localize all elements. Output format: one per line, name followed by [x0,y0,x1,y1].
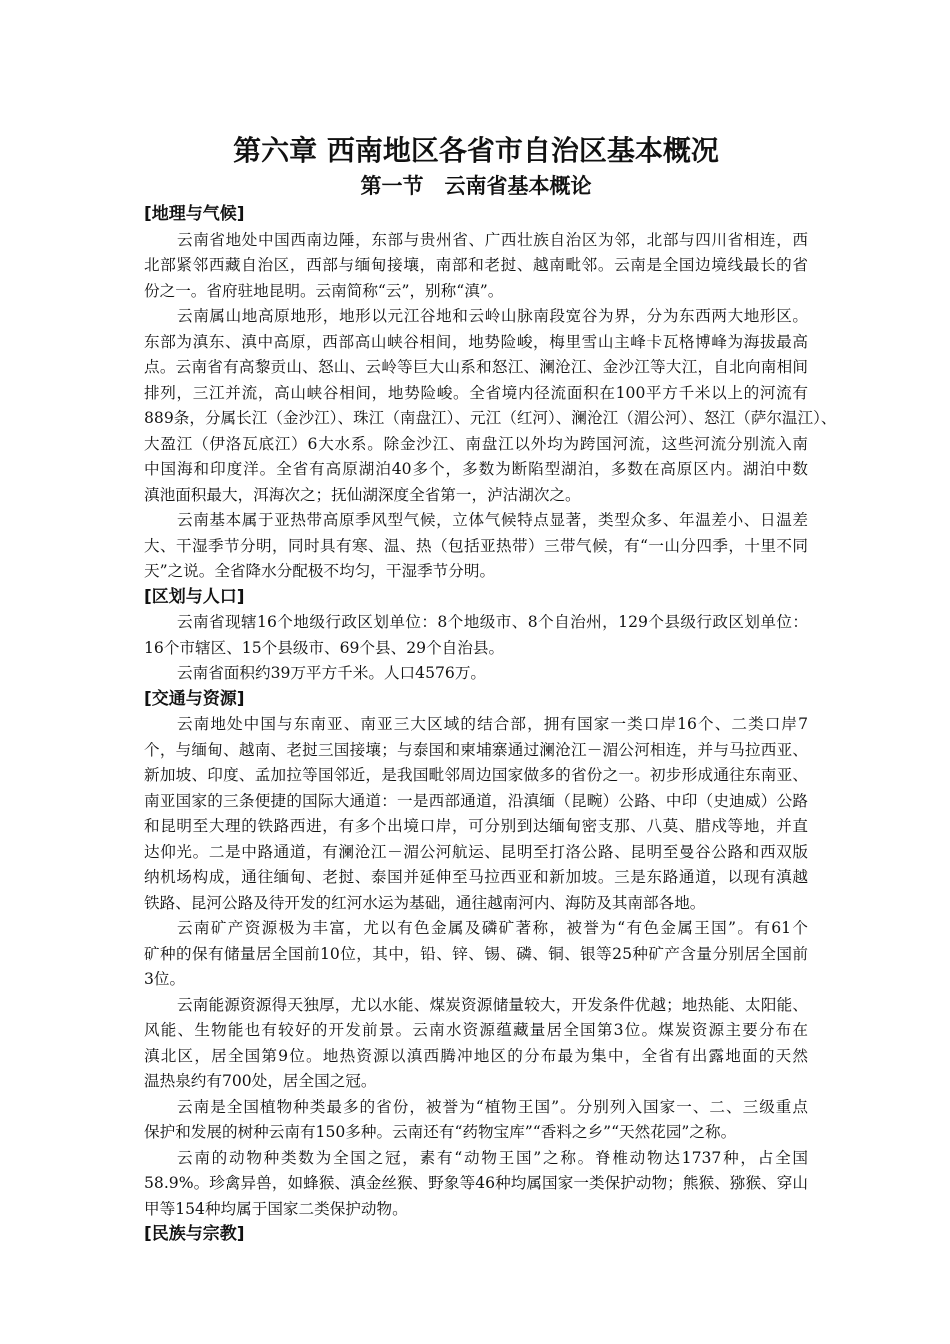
text-line: 云南的动物种类数为全国之冠，素有“动物王国”之称。脊椎动物达1737种，占全国 [177,1148,808,1167]
text-line: 云南能源资源得天独厚，尤以水能、煤炭资源储量较大，开发条件优越；地热能、太阳能、 [177,995,808,1014]
text-line: 云南省面积约39万平方千米。人口4576万。 [177,664,487,682]
text-line: 保护和发展的树种云南有150多种。云南还有“药物宝库”“香料之乡”“天然花园”之称。 [144,1123,737,1141]
text-line: 大盈江（伊洛瓦底江）6大水系。除金沙江、南盘江以外均为跨国河流，这些河流分别流入南 [144,434,808,453]
text-line: 滇池面积最大，洱海次之；抚仙湖深度全省第一，泸沽湖次之。 [144,485,581,504]
document-body [144,202,837,1248]
chapter-title: 第六章 西南地区各省市自治区基本概况 [233,134,719,167]
text-line: 中国海和印度洋。全省有高原湖泊40多个，多数为断陷型湖泊，多数在高原区内。湖泊中数 [144,460,808,478]
text-line: 3位。 [144,970,186,988]
text-line: 大、干湿季节分明，同时具有寒、温、热（包括亚热带）三带气候，有“一山分四季，十里不同 [144,536,808,555]
text-line: 云南基本属于亚热带高原季风型气候，立体气候特点显著，类型众多、年温差小、日温差 [177,511,808,529]
text-line: 甲等154种均属于国家二类保护动物。 [144,1199,408,1218]
text-line: 889条，分属长江（金沙江）、珠江（南盘江）、元江（红河）、澜沧江（湄公河）、怒江（萨尔温江）、 [144,409,837,427]
paragraph [144,1095,808,1146]
paragraph [144,916,808,993]
section [144,687,808,1223]
text-line: 纳机场构成，通往缅甸、老挝、泰国并延伸至马拉西亚和新加坡。三是东路通道，以现有滇越 [144,868,808,886]
text-line: 云南矿产资源极为丰富，尤以有色金属及磷矿著称，被誉为“有色金属王国”。有61个 [177,919,808,937]
text-line: 个，与缅甸、越南、老挝三国接壤；与泰国和柬埔寨通过澜沧江－湄公河相连，并与马拉西亚、 [144,740,808,759]
text-line: 16个市辖区、15个县级市、69个县、29个自治县。 [144,638,505,657]
paragraph [144,508,808,585]
section [144,202,837,585]
text-line: 排列，三江并流，高山峡谷相间，地势险峻。全省境内径流面积在100平方千米以上的河流有 [144,383,808,402]
paragraph [144,228,808,305]
text-line: 点。云南省有高黎贡山、怒山、云岭等巨大山系和怒江、澜沧江、金沙江等大江，自北向南相间 [144,358,808,376]
text-line: 和昆明至大理的铁路西进，有多个出境口岸，可分别到达缅甸密支那、八莫、腊戍等地，并直 [144,817,808,835]
text-line: 天”之说。全省降水分配极不均匀，干湿季节分明。 [144,562,496,580]
paragraph [144,610,808,661]
section-heading: [交通与资源] [144,688,245,709]
document-page [144,132,837,1248]
text-line: 达仰光。二是中路通道，有澜沧江－湄公河航运、昆明至打洛公路、昆明至曼谷公路和西双版 [144,842,808,861]
paragraph [144,712,808,916]
text-line: 北部紧邻西藏自治区，西部与缅甸接壤，南部和老挝、越南毗邻。云南是全国边境线最长的省 [144,256,808,274]
text-line: 温热泉约有700处，居全国之冠。 [144,1072,377,1090]
paragraph [144,1146,808,1223]
section-heading: [区划与人口] [144,586,245,607]
text-line: 铁路、昆河公路及待开发的红河水运为基础，通往越南河内、海防及其南部各地。 [144,893,706,912]
section-subtitle: 第一节 云南省基本概论 [360,173,592,198]
text-line: 份之一。省府驻地昆明。云南简称“云”，别称“滇”。 [144,281,504,300]
text-line: 云南省地处中国西南边陲，东部与贵州省、广西壮族自治区为邻，北部与四川省相连，西 [177,230,808,249]
text-line: 矿种的保有储量居全国前10位，其中，铅、锌、锡、磷、铜、银等25种矿产含量分别居全国前 [144,944,808,963]
text-line: 风能、生物能也有较好的开发前景。云南水资源蕴藏量居全国第3位。煤炭资源主要分布在 [144,1021,808,1039]
paragraph [144,304,837,508]
section-heading: [民族与宗教] [144,1224,245,1244]
section-heading: [地理与气候] [144,204,245,224]
section [144,585,808,687]
text-line: 新加坡、印度、孟加拉等国邻近，是我国毗邻周边国家做多的省份之一。初步形成通往东南亚、 [144,766,808,784]
text-line: 滇北区，居全国第9位。地热资源以滇西腾冲地区的分布最为集中，全省有出露地面的天然 [144,1046,808,1065]
text-line: 东部为滇东、滇中高原，西部高山峡谷相间，地势险峻，梅里雪山主峰卡瓦格博峰为海拔最高 [144,332,808,351]
text-line: 58.9%。珍禽异兽，如蜂猴、滇金丝猴、野象等46种均属国家一类保护动物；熊猴、猕猴、穿山 [144,1174,808,1192]
paragraph [144,993,808,1095]
text-line: 云南是全国植物种类最多的省份，被誉为“植物王国”。分别列入国家一、二、三级重点 [177,1097,808,1116]
text-line: 南亚国家的三条便捷的国际大通道：一是西部通道，沿滇缅（昆畹）公路、中印（史迪威）公路 [144,791,808,810]
paragraph [144,661,808,687]
text-line: 云南地处中国与东南亚、南亚三大区域的结合部，拥有国家一类口岸16个、二类口岸7 [177,715,808,733]
text-line: 云南属山地高原地形，地形以元江谷地和云岭山脉南段宽谷为界，分为东西两大地形区。 [177,307,808,325]
text-line: 云南省现辖16个地级行政区划单位：8个地级市、8个自治州，129个县级行政区划单位： [177,613,808,631]
section [144,1222,808,1248]
